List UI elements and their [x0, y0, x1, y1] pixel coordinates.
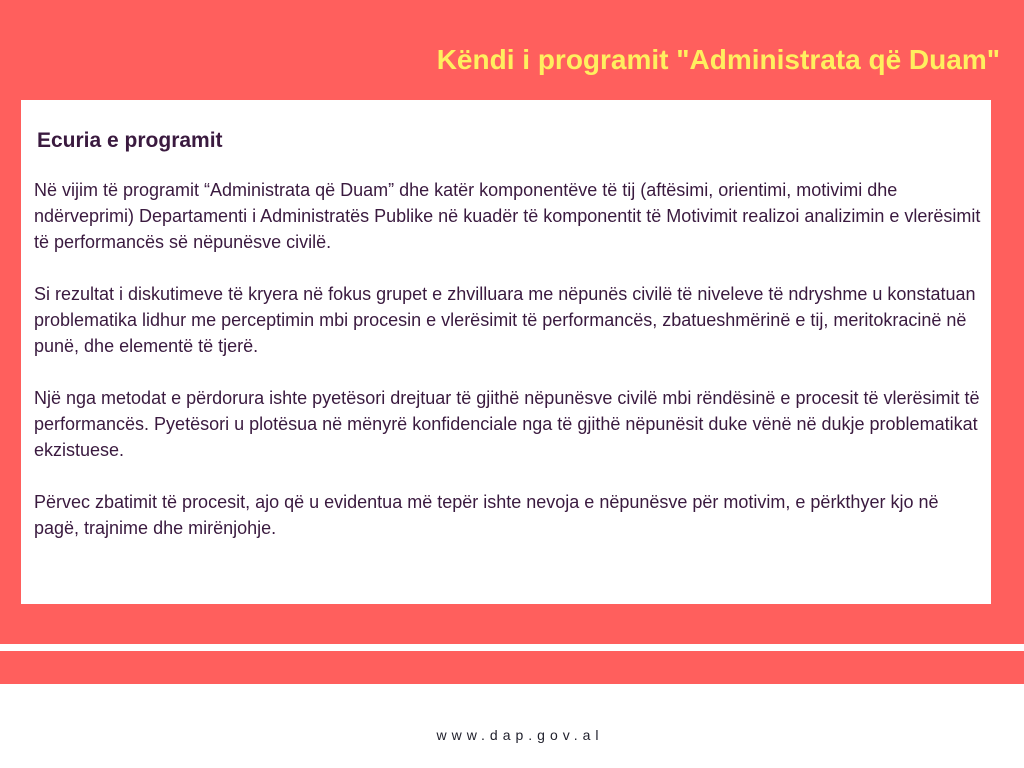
- paragraph-4: Përvec zbatimit të procesit, ajo që u evidentua më tepër ishte nevoja e nëpunësve për motivim, e përkthyer kjo në pagë, trajnime dhe mirënjohje.: [34, 492, 939, 538]
- decorative-stripe: [0, 651, 1024, 684]
- body-text: [34, 177, 984, 567]
- paragraph-2: Si rezultat i diskutimeve të kryera në fokus grupet e zhvilluara me nëpunës civilë të niveleve të ndryshme u konstatuan problematika lidhur me perceptimin mbi procesin e vlerësimit të performancës, zbatueshmërinë e tij, meritokracinë në punë, dhe elementë të tjerë.: [34, 284, 976, 356]
- paragraph-3: Një nga metodat e përdorura ishte pyetësori drejtuar të gjithë nëpunësve civilë mbi rëndësinë e procesit të vlerësimit të performancës. Pyetësori u plotësua në mënyrë konfidenciale nga të gjithë nëpunësit duke vënë në dukje problematikat ekzistuese.: [34, 388, 980, 460]
- paragraph-1: Në vijim të programit “Administrata që Duam” dhe katër komponentëve të tij (aftësimi, orientimi, motivimi dhe ndërveprimi) Departamenti i Administratës Publike në kuadër të komponentit të Motivimit realizoi analizimin e vlerësimit të performancës së nëpunësve civilë.: [34, 180, 981, 252]
- content-card: [21, 100, 991, 604]
- slide-title: Këndi i programit "Administrata që Duam": [436, 44, 1000, 75]
- section-heading: Ecuria e programit: [37, 129, 223, 152]
- footer-website-url: www.dap.gov.al: [436, 727, 604, 743]
